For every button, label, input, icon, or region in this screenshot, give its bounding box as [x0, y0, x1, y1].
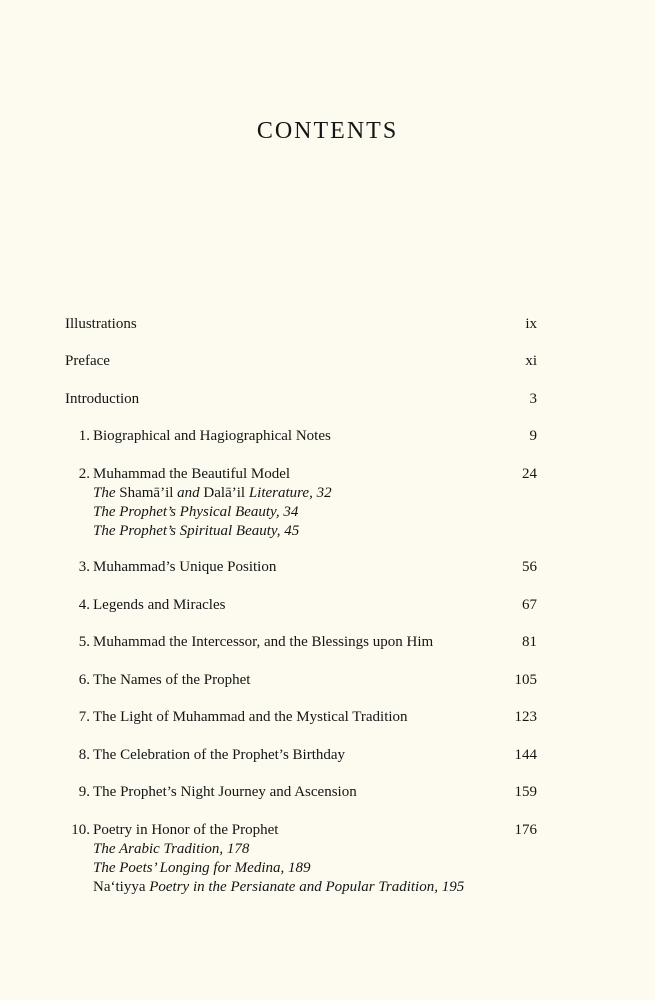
toc-entry-label: Preface: [65, 353, 110, 369]
chapter-title: Biographical and Hagiographical Notes: [93, 428, 331, 444]
toc-subsection[interactable]: [93, 522, 299, 541]
toc-page-number: ix: [525, 316, 537, 332]
chapter-number: 2.: [78, 466, 90, 482]
chapter-number: 7.: [78, 709, 90, 725]
toc-page-number: 81: [522, 634, 537, 650]
chapter-title: The Prophet’s Night Journey and Ascension: [93, 784, 357, 800]
toc-page-number: 176: [514, 822, 537, 838]
chapter-title: Legends and Miracles: [93, 597, 226, 613]
toc-page-number: 144: [514, 747, 537, 763]
toc-subsection[interactable]: [93, 878, 464, 897]
chapter-number: 10.: [71, 822, 90, 838]
subsection-text: The Prophet’s Spiritual Beauty, 45: [93, 523, 300, 539]
toc-entry-label: Introduction: [65, 391, 140, 407]
toc-page-number: 159: [514, 784, 537, 800]
subsection-text: The: [93, 485, 120, 501]
subsection-text: Dalā’il: [203, 485, 246, 501]
chapter-number: 5.: [78, 634, 90, 650]
toc-page-number: 24: [522, 466, 537, 482]
toc-page-number: xi: [525, 353, 537, 369]
subsection-text: Literature, 32: [245, 485, 332, 501]
subsection-text: The Arabic Tradition, 178: [93, 841, 250, 857]
subsection-text: The Poets’ Longing for Medina, 189: [93, 860, 311, 876]
chapter-title: Muhammad the Beautiful Model: [93, 466, 291, 482]
toc-page-number: 3: [529, 391, 537, 407]
subsection-text: Na‘tiyya: [93, 879, 146, 895]
toc-subsection[interactable]: [93, 840, 249, 859]
chapter-title: The Light of Muhammad and the Mystical Tradition: [93, 709, 408, 725]
chapter-title: The Celebration of the Prophet’s Birthday: [93, 747, 346, 763]
chapter-title: Poetry in Honor of the Prophet: [93, 822, 279, 838]
chapter-title: Muhammad the Intercessor, and the Blessings upon Him: [93, 634, 434, 650]
chapter-number: 3.: [78, 559, 90, 575]
toc-page-number: 67: [522, 597, 537, 613]
subsection-text: Shamā’il: [119, 485, 174, 501]
toc-subsection[interactable]: [93, 484, 332, 503]
chapter-title: Muhammad’s Unique Position: [93, 559, 277, 575]
toc-page-number: 56: [522, 559, 537, 575]
chapter-number: 9.: [78, 784, 90, 800]
toc-subsection[interactable]: [93, 859, 311, 878]
toc-subsection[interactable]: [93, 503, 298, 522]
chapter-number: 1.: [78, 428, 90, 444]
chapter-number: 4.: [78, 597, 90, 613]
toc-page-number: 9: [529, 428, 537, 444]
toc-page-number: 123: [514, 709, 537, 725]
subsection-text: The Prophet’s Physical Beauty, 34: [93, 504, 299, 520]
chapter-number: 6.: [78, 672, 90, 688]
subsection-text: Poetry in the Persianate and Popular Tradition, 195: [145, 879, 465, 895]
chapter-title: The Names of the Prophet: [93, 672, 251, 688]
toc-entry-label: Illustrations: [65, 316, 137, 332]
page-title: CONTENTS: [256, 118, 399, 144]
toc-page-number: 105: [514, 672, 537, 688]
chapter-number: 8.: [78, 747, 90, 763]
subsection-text: and: [173, 485, 204, 501]
